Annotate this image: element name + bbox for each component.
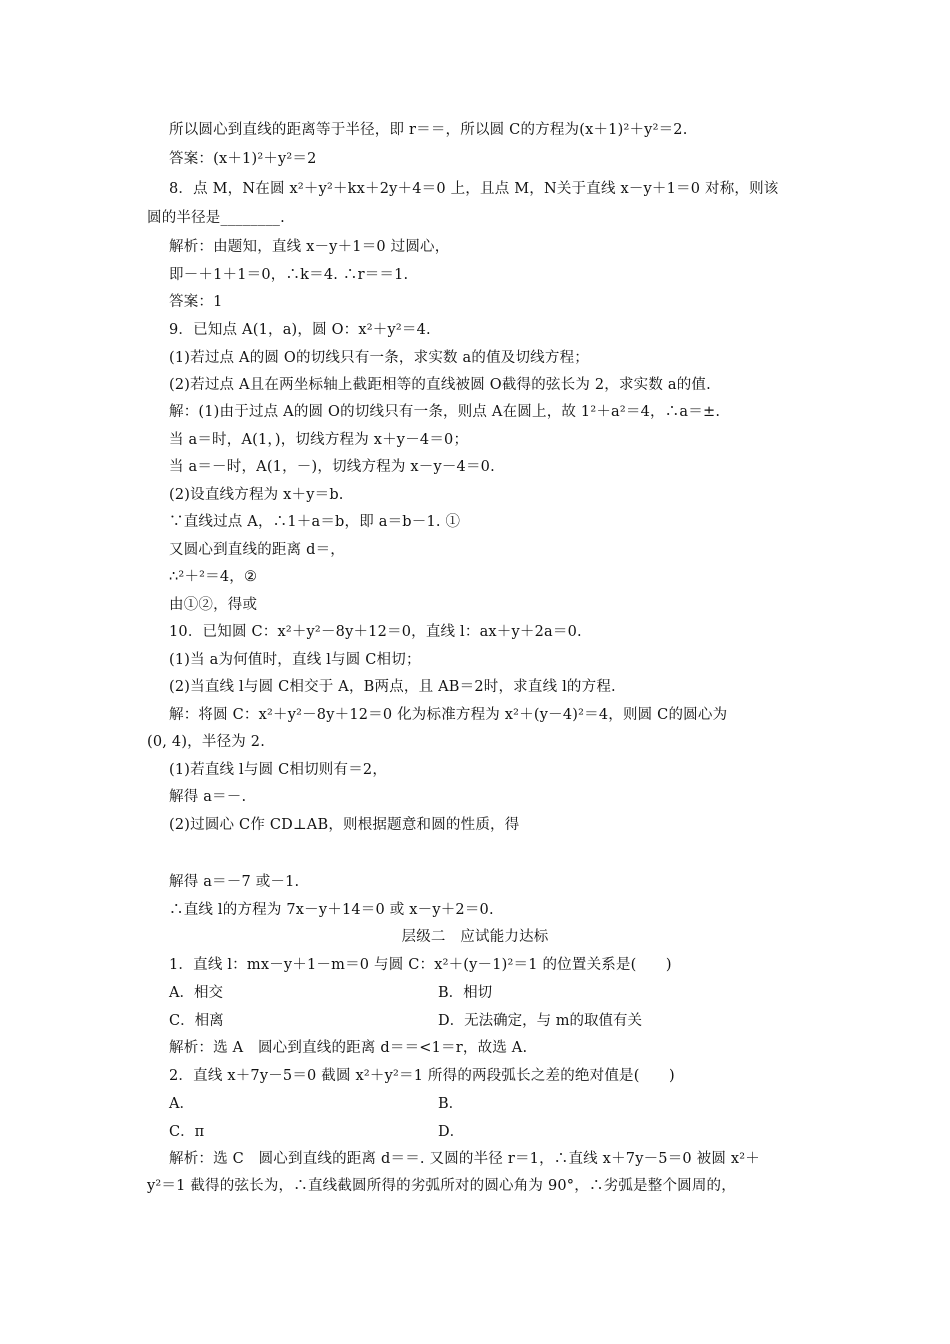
text-line: y²＝1 截得的弦长为，∴直线截圆所得的劣弧所对的圆心角为 90°，∴劣弧是整个圆周的， [147, 1178, 736, 1194]
q1-option-c: C．相离 [169, 1013, 224, 1029]
q1-option-d: D．无法确定，与 m的取值有关 [438, 1013, 642, 1029]
text-line: (2)若过点 A且在两坐标轴上截距相等的直线被圆 O截得的弦长为 2，求实数 a的值. [169, 377, 711, 393]
text-line: 解：(1)由于过点 A的圆 O的切线只有一条，则点 A在圆上，故 1²＋a²＝4，∴a＝±. [169, 404, 721, 420]
q1-option-a: A．相交 [169, 985, 223, 1001]
text-line: 解析：选 C 圆心到直线的距离 d＝＝. 又圆的半径 r＝1，∴直线 x＋7y－5＝0 被圆 x²＋ [169, 1151, 760, 1167]
text-line: 解析：由题知，直线 x－y＋1＝0 过圆心， [169, 239, 450, 255]
q2-option-a: A． [169, 1096, 194, 1112]
text-line: (1)若过点 A的圆 O的切线只有一条，求实数 a的值及切线方程； [169, 350, 589, 366]
text-line: 解：将圆 C：x²＋y²－8y＋12＝0 化为标准方程为 x²＋(y－4)²＝4，则圆 C的圆心为 [169, 707, 728, 723]
text-line: 解析：选 A 圆心到直线的距离 d＝＝<1＝r，故选 A. [169, 1040, 528, 1056]
text-line: ∴²＋²＝4，② [169, 569, 258, 585]
text-line: 10．已知圆 C：x²＋y²－8y＋12＝0，直线 l：ax＋y＋2a＝0. [169, 624, 582, 640]
q2-option-b: B． [438, 1096, 464, 1112]
text-line: 圆的半径是________. [147, 210, 285, 226]
text-line: 当 a＝－时，A(1，－)，切线方程为 x－y－4＝0. [169, 459, 495, 475]
text-line: 9．已知点 A(1，a)，圆 O：x²＋y²＝4. [169, 322, 431, 338]
text-line: ∵直线过点 A，∴1＋a＝b，即 a＝b－1. ① [169, 514, 461, 530]
text-line: (2)当直线 l与圆 C相交于 A，B两点，且 AB＝2时，求直线 l的方程. [169, 679, 616, 695]
text-line: 答案：(x＋1)²＋y²＝2 [169, 151, 317, 167]
text-line: 1．直线 l：mx－y＋1－m＝0 与圆 C：x²＋(y－1)²＝1 的位置关系是( ) [169, 957, 672, 973]
section-title: 层级二 应试能力达标 [401, 929, 549, 945]
text-line: (2)设直线方程为 x＋y＝b. [169, 487, 344, 503]
text-line: 即－＋1＋1＝0，∴k＝4. ∴r＝＝1. [169, 267, 409, 283]
text-line: (1)当 a为何值时，直线 l与圆 C相切； [169, 652, 421, 668]
text-line: (0, 4)，半径为 2. [147, 734, 266, 750]
text-line: ∴直线 l的方程为 7x－y＋14＝0 或 x－y＋2＝0. [169, 902, 494, 918]
text-line: 2．直线 x＋7y－5＝0 截圆 x²＋y²＝1 所得的两段弧长之差的绝对值是( ) [169, 1068, 675, 1084]
text-line: 答案：1 [169, 294, 223, 310]
q2-option-c: C．π [169, 1124, 205, 1140]
text-line: 解得 a＝－. [169, 789, 247, 805]
text-line: (1)若直线 l与圆 C相切则有＝2， [169, 762, 388, 778]
text-line: 解得 a＝－7 或－1. [169, 874, 300, 890]
text-line: 又圆心到直线的距离 d＝， [169, 542, 345, 558]
q2-option-d: D． [438, 1124, 465, 1140]
text-line: 8．点 M，N在圆 x²＋y²＋kx＋2y＋4＝0 上，且点 M，N关于直线 x－y＋1＝0 对称，则该 [169, 181, 779, 197]
text-line: (2)过圆心 C作 CD⊥AB，则根据题意和圆的性质，得 [169, 817, 520, 833]
text-line: 当 a＝时，A(1，)，切线方程为 x＋y－4＝0； [169, 432, 469, 448]
text-line: 所以圆心到直线的距离等于半径，即 r＝＝，所以圆 C的方程为(x＋1)²＋y²＝2. [169, 122, 688, 138]
text-line: 由①②，得或 [169, 597, 258, 613]
q1-option-b: B．相切 [438, 985, 493, 1001]
